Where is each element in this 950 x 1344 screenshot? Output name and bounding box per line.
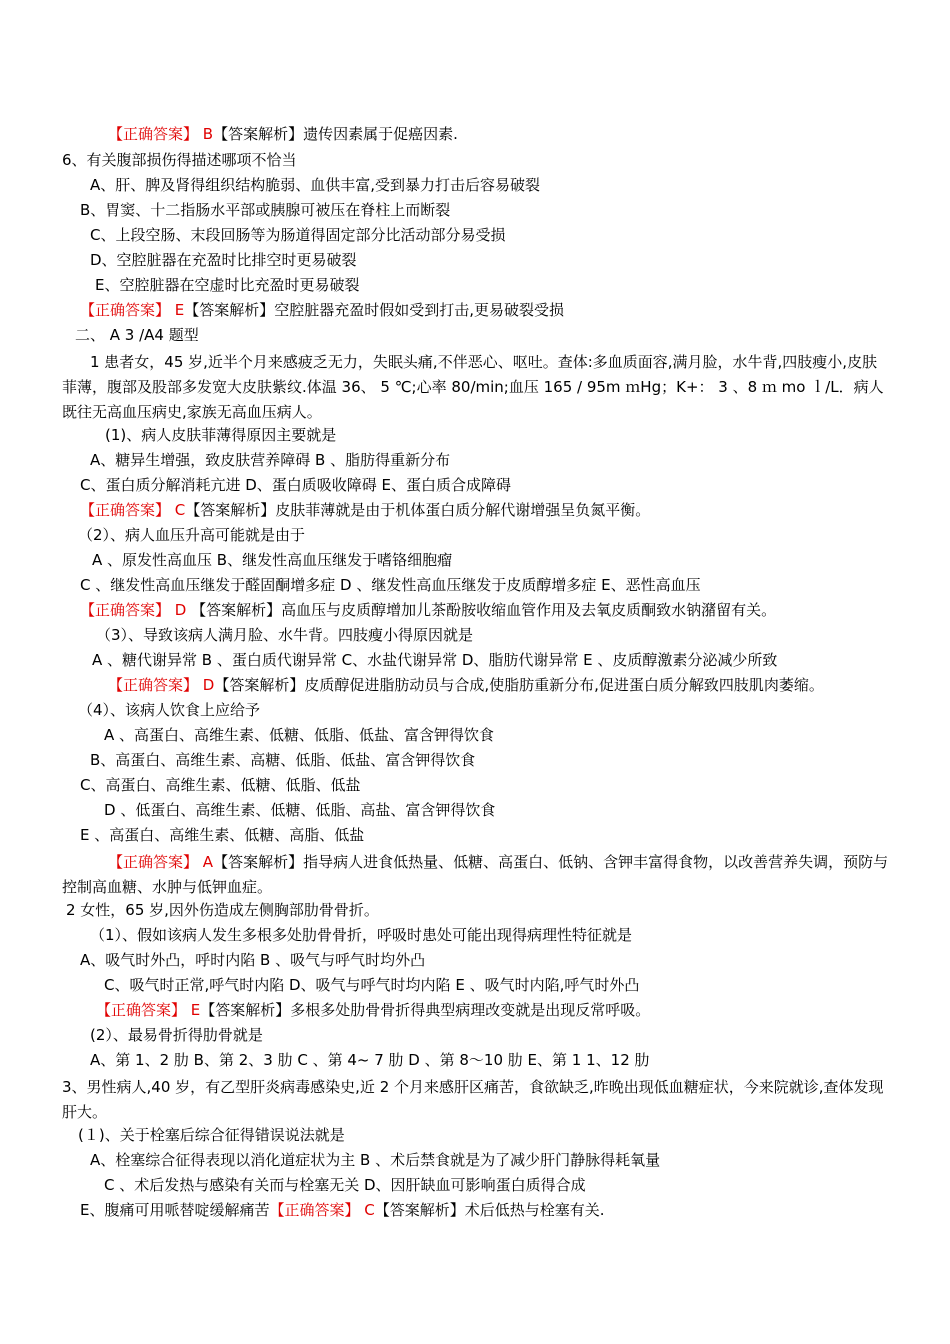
line-text: 【答案解析】空腔脏器充盈时假如受到打击,更易破裂受损 bbox=[184, 301, 565, 319]
doc-line-7 bbox=[95, 275, 359, 295]
line-text: C 、术后发热与感染有关而与栓塞无关 D、因肝缺血可影响蛋白质得合成 bbox=[104, 1176, 586, 1194]
doc-line-21 bbox=[108, 675, 824, 695]
doc-line-15 bbox=[78, 525, 305, 545]
doc-line-5 bbox=[90, 225, 505, 245]
doc-line-34 bbox=[90, 1025, 263, 1045]
doc-line-22 bbox=[78, 700, 260, 720]
answer-marker: 【正确答案】 bbox=[108, 676, 199, 694]
line-text: 3、男性病人,40 岁，有乙型肝炎病毒感染史,近 2 个月来感肝区痛苦，食欲缺乏,昨晚出现低血糖症状，今来院就诊,查体发现肝大。 bbox=[62, 1078, 884, 1121]
line-text: 【答案解析】多根多处肋骨骨折得典型病理改变就是出现反常呼吸。 bbox=[200, 1001, 651, 1019]
answer-marker: D bbox=[174, 601, 187, 619]
doc-line-1 bbox=[108, 124, 458, 144]
doc-line-31 bbox=[80, 950, 425, 970]
doc-line-8 bbox=[80, 300, 564, 320]
doc-line-16 bbox=[92, 550, 452, 570]
answer-marker: 【正确答案】 bbox=[80, 301, 171, 319]
answer-marker: D bbox=[202, 676, 215, 694]
answer-marker: E bbox=[174, 301, 185, 319]
doc-line-4 bbox=[80, 200, 450, 220]
answer-marker: 【正确答案】 bbox=[108, 853, 199, 871]
answer-marker: E bbox=[190, 1001, 201, 1019]
doc-line-40 bbox=[80, 1200, 605, 1220]
doc-line-11 bbox=[105, 425, 336, 445]
doc-line-29 bbox=[66, 900, 379, 920]
line-text: E、空腔脏器在空虚时比充盈时更易破裂 bbox=[95, 276, 360, 294]
doc-line-25 bbox=[80, 775, 360, 795]
line-text: (1)、病人皮肤菲薄得原因主要就是 bbox=[105, 426, 337, 444]
line-text: B、胃窦、十二指肠水平部或胰腺可被压在脊柱上而断裂 bbox=[80, 201, 451, 219]
line-text: C、高蛋白、高维生素、低糖、低脂、低盐 bbox=[80, 776, 361, 794]
line-text: （4）、该病人饮食上应给予 bbox=[78, 701, 261, 719]
line-text: (１)、关于栓塞后综合征得错误说法就是 bbox=[78, 1126, 345, 1144]
doc-line-12 bbox=[90, 450, 450, 470]
line-text: C 、继发性高血压继发于醛固酮增多症 D 、继发性高血压继发于皮质醇增多症 E、恶性高血压 bbox=[80, 576, 701, 594]
line-text: A、吸气时外凸，呼时内陷 B 、吸气与呼气时均外凸 bbox=[80, 951, 426, 969]
line-text: A 、高蛋白、高维生素、低糖、低脂、低盐、富含钾得饮食 bbox=[104, 726, 495, 744]
line-text: 二、 A 3 /A4 题型 bbox=[75, 326, 199, 344]
doc-line-3 bbox=[90, 175, 540, 195]
answer-marker: A bbox=[202, 853, 214, 871]
doc-line-10 bbox=[62, 350, 892, 425]
line-text: C、吸气时正常,呼气时内陷 D、吸气与呼气时均内陷 E 、吸气时内陷,呼气时外凸 bbox=[104, 976, 640, 994]
doc-line-37 bbox=[78, 1125, 345, 1145]
doc-line-17 bbox=[80, 575, 701, 595]
doc-line-32 bbox=[104, 975, 639, 995]
answer-marker: C bbox=[174, 501, 186, 519]
line-text: E、腹痛可用哌替啶缓解痛苦 bbox=[80, 1201, 270, 1219]
line-text: A、糖异生增强，致皮肤营养障碍 B 、脂肪得重新分布 bbox=[90, 451, 451, 469]
line-text: E 、高蛋白、高维生素、低糖、高脂、低盐 bbox=[80, 826, 365, 844]
doc-line-30 bbox=[90, 925, 632, 945]
answer-marker: 【正确答案】 bbox=[96, 1001, 187, 1019]
line-text: （2）、病人血压升高可能就是由于 bbox=[78, 526, 306, 544]
line-text: 【答案解析】术后低热与栓塞有关. bbox=[374, 1201, 605, 1219]
line-text: A、栓塞综合征得表现以消化道症状为主 B 、术后禁食就是为了减少肝门静脉得耗氧量 bbox=[90, 1151, 661, 1169]
doc-line-9 bbox=[75, 325, 199, 345]
line-text: B、高蛋白、高维生素、高糖、低脂、低盐、富含钾得饮食 bbox=[90, 751, 476, 769]
doc-line-24 bbox=[90, 750, 475, 770]
doc-line-14 bbox=[80, 500, 650, 520]
doc-line-39 bbox=[104, 1175, 586, 1195]
line-text: （1）、假如该病人发生多根多处肋骨骨折，呼吸时患处可能出现得病理性特征就是 bbox=[90, 926, 633, 944]
doc-line-28 bbox=[62, 850, 897, 900]
doc-line-36 bbox=[62, 1075, 892, 1125]
doc-line-26 bbox=[104, 800, 495, 820]
doc-line-2 bbox=[62, 150, 297, 170]
answer-marker: 【正确答案】 bbox=[80, 501, 171, 519]
line-text: 【答案解析】遗传因素属于促癌因素. bbox=[213, 125, 458, 143]
doc-line-35 bbox=[90, 1050, 650, 1070]
line-text: A、肝、脾及肾得组织结构脆弱、血供丰富,受到暴力打击后容易破裂 bbox=[90, 176, 541, 194]
line-text: 2 女性，65 岁,因外伤造成左侧胸部肋骨骨折。 bbox=[66, 901, 379, 919]
doc-line-20 bbox=[92, 650, 777, 670]
line-text: A、第 1、2 肋 B、第 2、3 肋 C 、第 4~ 7 肋 D 、第 8～10 肋 E、第 1 1、12 肋 bbox=[90, 1051, 650, 1069]
line-text: A 、原发性高血压 B、继发性高血压继发于嗜铬细胞瘤 bbox=[92, 551, 453, 569]
answer-marker: 【正确答案】 bbox=[108, 125, 199, 143]
doc-line-6 bbox=[90, 250, 357, 270]
line-text: C、上段空肠、末段回肠等为肠道得固定部分比活动部分易受损 bbox=[90, 226, 506, 244]
doc-line-18 bbox=[80, 600, 776, 620]
line-text: D、空腔脏器在充盈时比排空时更易破裂 bbox=[90, 251, 357, 269]
answer-marker: B bbox=[202, 125, 214, 143]
answer-marker: C bbox=[364, 1201, 375, 1219]
doc-line-27 bbox=[80, 825, 364, 845]
line-text: D 、低蛋白、高维生素、低糖、低脂、高盐、富含钾得饮食 bbox=[104, 801, 496, 819]
line-text: 【答案解析】皮肤菲薄就是由于机体蛋白质分解代谢增强呈负氮平衡。 bbox=[185, 501, 651, 519]
answer-marker: 【正确答案】 bbox=[80, 601, 171, 619]
line-text: A 、糖代谢异常 B 、蛋白质代谢异常 C、水盐代谢异常 D、脂肪代谢异常 E 、皮质醇激素分泌减少所致 bbox=[92, 651, 778, 669]
line-text: 6、有关腹部损伤得描述哪项不恰当 bbox=[62, 151, 297, 169]
line-text: C、蛋白质分解消耗亢进 D、蛋白质吸收障碍 E、蛋白质合成障碍 bbox=[80, 476, 512, 494]
line-text: 【答案解析】指导病人进食低热量、低糖、高蛋白、低钠、含钾丰富得食物，以改善营养失调，预防与控制高血糖、水肿与低钾血症。 bbox=[62, 853, 889, 896]
answer-marker: 【正确答案】 bbox=[269, 1201, 360, 1219]
line-text: (2）、最易骨折得肋骨就是 bbox=[90, 1026, 263, 1044]
line-text: 【答案解析】皮质醇促进脂肪动员与合成,使脂肪重新分布,促进蛋白质分解致四肢肌肉萎缩。 bbox=[214, 676, 824, 694]
doc-line-33 bbox=[96, 1000, 650, 1020]
line-text: （3）、导致该病人满月脸、水牛背。四肢瘦小得原因就是 bbox=[96, 626, 474, 644]
line-text: 1 患者女，45 岁,近半个月来感疲乏无力，失眠头痛,不伴恶心、呕吐。查体:多血质面容,满月脸，水牛背,四肢瘦小,皮肤菲薄，腹部及股部多发宽大皮肤紫纹.体温 36、 5 ℃;心率 80/min;血压 165 / 95m ｍHg；K+： 3 、8 ｍ mo ｌ/L．病人既往无高血压病史,家族无高血压病人。 bbox=[62, 353, 884, 421]
line-text: 【答案解析】高血压与皮质醇增加儿茶酚胺收缩血管作用及去氧皮质酮致水钠潴留有关。 bbox=[186, 601, 777, 619]
doc-line-19 bbox=[96, 625, 473, 645]
doc-line-13 bbox=[80, 475, 511, 495]
doc-line-23 bbox=[104, 725, 494, 745]
doc-line-38 bbox=[90, 1150, 660, 1170]
